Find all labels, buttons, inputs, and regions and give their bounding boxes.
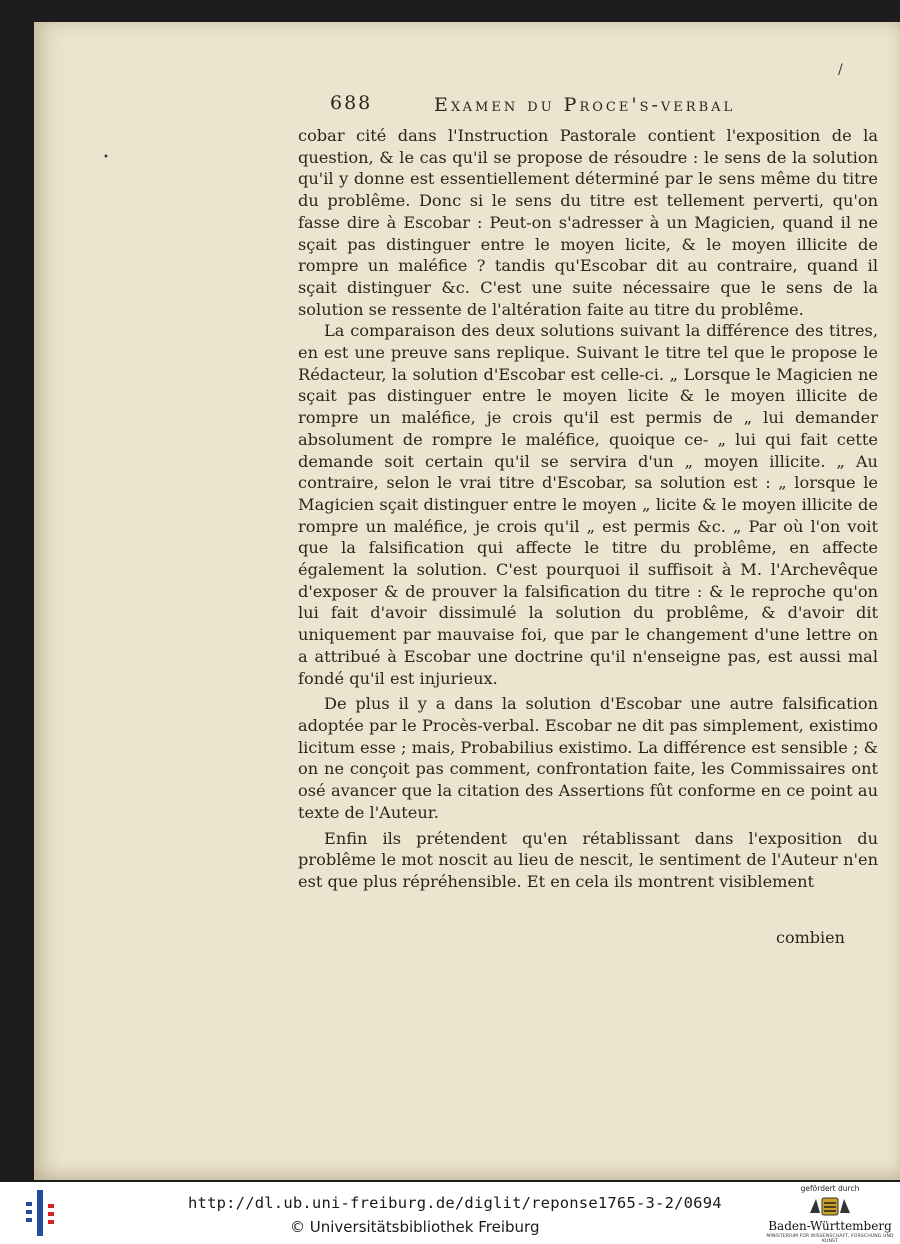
state-crest-icon (806, 1195, 854, 1217)
page-number: 688 (330, 92, 373, 114)
permalink-url[interactable]: http://dl.ub.uni-freiburg.de/diglit/reponse1765-3-2/0694 (188, 1194, 722, 1212)
catchword: combien (776, 928, 845, 947)
ink-dot: • (103, 152, 109, 163)
margin-mark: / (838, 62, 843, 78)
paragraph-3: De plus il y a dans la solution d'Escobar une autre falsification adoptée par le Procès-verbal. Escobar ne dit pas simplement, existimo licitum esse ; mais, Probabilius existimo. La différence est sensible ; & on ne conçoit pas comment, confrontation faite, les Commissaires ont osé avancer que la citation des Assertions fût conforme en ce point au texte de l'Auteur. (298, 694, 878, 822)
paragraph-4: Enfin ils prétendent qu'en rétablissant dans l'exposition du problême le mot noscit au lieu de nescit, le sentiment de l'Auteur n'en est que plus répréhensible. Et en cela ils montrent visiblement (298, 828, 878, 891)
copyright-notice: © Universitätsbibliothek Freiburg (290, 1218, 540, 1236)
library-logo-icon (20, 1190, 60, 1236)
viewer-footer (0, 1182, 900, 1244)
sponsor-block (760, 1184, 900, 1244)
running-header (330, 92, 850, 120)
paragraph-2: La comparaison des deux solutions suivant la différence des titres, en est une preuve sans replique. Suivant le titre tel que le propose le Rédacteur, la solution d'Escobar est celle-ci. „ Lorsque le Magicien ne sçait pas distinguer entre le moyen licite & le moyen illicite de rompre un maléfice, je crois qu'il est permis de „ lui demander absolument de rompre le maléfice, quoique ce- „ lui qui fait cette demande soit certain qu'il se servira d'un „ moyen illicite. „ Au contraire, selon le vrai titre d'Escobar, sa solution est : „ lorsque le Magicien sçait distinguer entre le moyen „ licite & le moyen illicite de rompre un maléfice, je crois qu'il „ est permis &c. „ Par où l'on voit que la falsification qui affecte le titre du problême, en affecte également la solution. C'est pourquoi il suffisoit à M. l'Archevêque d'exposer & de prouver la falsification du titre : & le reproche qu'on lui fait d'avoir dissimulé la solution du problême, & d'avoir dit uniquement par mauvaise foi, que par le changement d'une lettre on a attribué à Escobar une doctrine qu'il n'enseigne pas, est aussi mal fondé qu'il est injurieux. (298, 321, 878, 688)
page-body (298, 125, 878, 893)
sponsor-name: Baden-Württemberg (768, 1219, 892, 1233)
running-title: Examen du Proce's-verbal (434, 94, 736, 116)
sponsor-ministry: MINISTERIUM FÜR WISSENSCHAFT, FORSCHUNG UND KUNST (766, 1234, 894, 1244)
sponsor-caption: gefördert durch (800, 1184, 860, 1193)
paragraph-1: cobar cité dans l'Instruction Pastorale contient l'exposition de la question, & le cas qu'il se propose de résoudre : le sens de la solution qu'il y donne est essentiellement déterminé par le sens même du titre du problême. Donc si le sens du titre est tellement perverti, qu'on fasse dire à Escobar : Peut-on s'adresser à un Magicien, quand il ne sçait pas distinguer entre le moyen licite, & le moyen illicite de rompre un maléfice ? tandis qu'Escobar dit au contraire, quand il sçait distinguer &c. C'est une suite nécessaire que le sens de la solution se ressente de l'altération faite au titre du problême. (298, 126, 878, 319)
